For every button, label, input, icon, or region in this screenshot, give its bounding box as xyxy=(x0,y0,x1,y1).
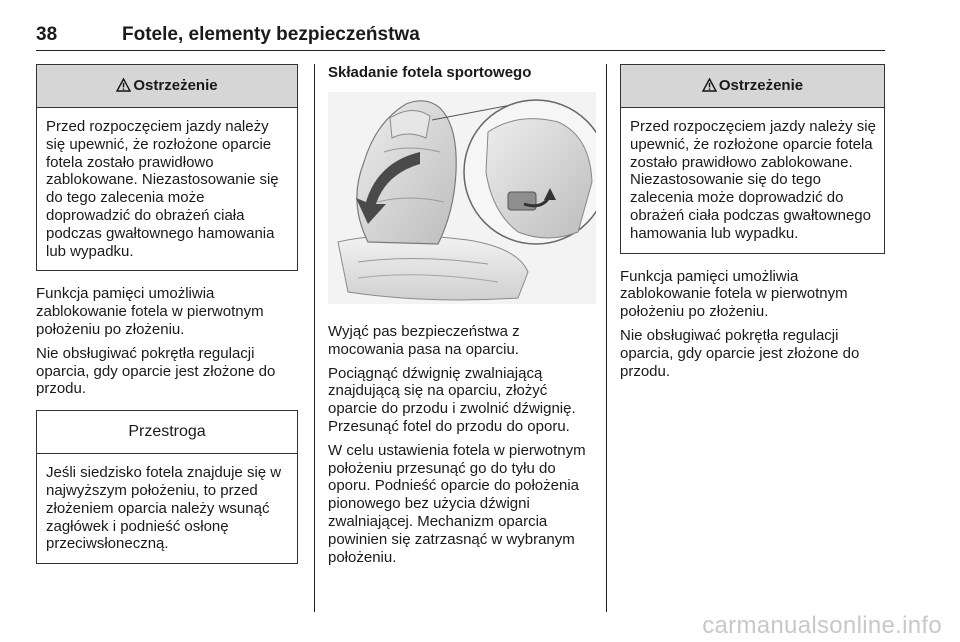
paragraph: Wyjąć pas bezpieczeństwa z mocowania pasa na oparciu. xyxy=(328,323,520,358)
caution-box xyxy=(36,410,298,564)
caution-text: Jeśli siedzisko fotela znajduje się w najwyższym położeniu, to przed złożeniem oparcia należy wsunąć zagłówek i podnieść osłonę przeciwsłoneczną. xyxy=(46,464,282,553)
warning-icon xyxy=(116,78,131,92)
watermark: carmanualsonline.info xyxy=(702,612,942,639)
paragraph: Funkcja pamięci umożliwia zablokowanie fotela w pierwotnym położeniu po złożeniu. xyxy=(620,267,848,321)
warning-box xyxy=(620,64,885,254)
column-right xyxy=(620,64,885,386)
warning-title: Ostrzeżenie xyxy=(718,77,804,94)
paragraph: W celu ustawienia fotela w pierwotnym położeniu przesunąć go do tyłu do oporu. Podnieść oparcie do położenia pionowego bez użycia dźwigni zwalniającej. Mechanizm oparcia powinien się zatrzasnąć w wybranym położeniu. xyxy=(328,441,586,566)
warning-header xyxy=(621,65,884,108)
column-divider xyxy=(606,64,607,612)
warning-text: Przed rozpoczęciem jazdy należy się upewnić, że rozłożone oparcie fotela zostało prawidłowo zablokowane. Niezastosowanie się do tego zalecenia może doprowadzić do obrażeń ciała podczas gwałtownego hamowania lub wypadku. xyxy=(630,118,876,242)
seat-folding-illustration xyxy=(328,92,596,304)
paragraph: Pociągnąć dźwignię zwalniającą znajdującą się na oparciu, złożyć oparcie do przodu i zwolnić dźwignię. Przesunąć fotel do przodu do oporu. xyxy=(328,364,576,435)
warning-box xyxy=(36,64,298,271)
warning-text: Przed rozpoczęciem jazdy należy się upewnić, że rozłożone oparcie fotela zostało prawidłowo zablokowane. Niezastosowanie się do tego zalecenia może doprowadzić do obrażeń ciała podczas gwałtownego hamowania lub wypadku. xyxy=(46,118,279,260)
column-left xyxy=(36,64,298,578)
warning-header xyxy=(37,65,297,108)
paragraph: Nie obsługiwać pokrętła regulacji oparcia, gdy oparcie jest złożone do przodu. xyxy=(620,326,860,380)
paragraph: Nie obsługiwać pokrętła regulacji oparcia, gdy oparcie jest złożone do przodu. xyxy=(36,344,276,398)
warning-title: Ostrzeżenie xyxy=(133,77,218,94)
paragraph: Funkcja pamięci umożliwia zablokowanie fotela w pierwotnym położeniu po złożeniu. xyxy=(36,285,264,338)
page-title: Fotele, elementy bezpieczeństwa xyxy=(122,24,420,45)
caution-title: Przestroga xyxy=(37,411,297,454)
page-header xyxy=(36,18,885,51)
column-divider xyxy=(314,64,315,612)
warning-icon xyxy=(702,78,717,92)
section-heading: Składanie fotela sportowego xyxy=(328,64,532,81)
page-number: 38 xyxy=(36,24,58,45)
column-middle xyxy=(328,64,596,572)
